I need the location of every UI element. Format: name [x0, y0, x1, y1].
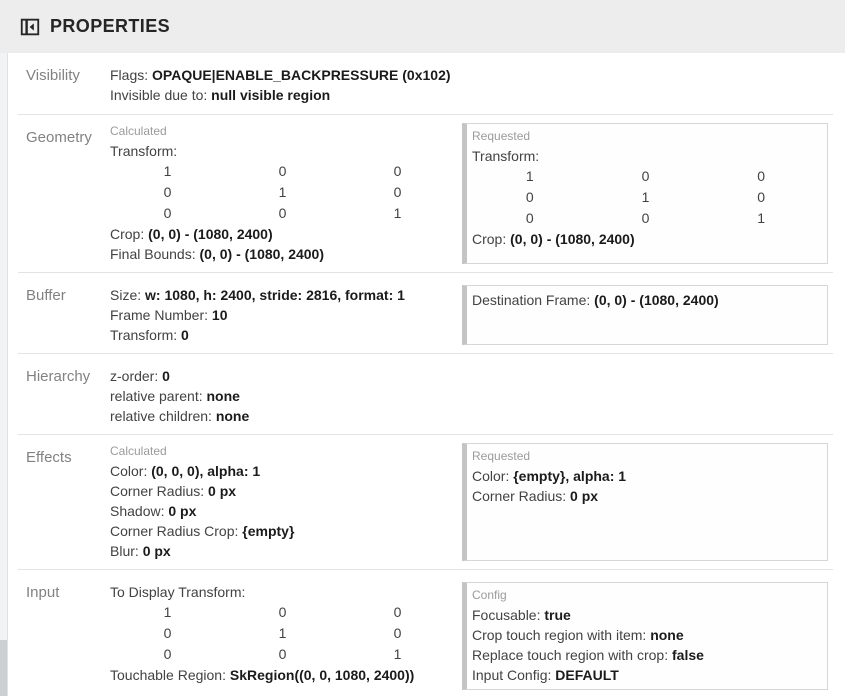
property-label: Replace touch region with crop:: [472, 647, 672, 663]
section-hierarchy: [18, 354, 833, 435]
property-label: Crop:: [472, 231, 511, 247]
matrix-cell: 1: [163, 163, 172, 179]
property-label: Corner Radius:: [472, 488, 571, 504]
property-label: Color:: [110, 463, 152, 479]
matrix-cell: 1: [641, 189, 650, 205]
property-row: [472, 229, 819, 249]
property-value: (0, 0) - (1080, 2400): [148, 226, 273, 242]
scrollbar-thumb[interactable]: [0, 640, 7, 696]
matrix-cell: 1: [393, 205, 402, 221]
property-value: (0, 0) - (1080, 2400): [199, 246, 325, 262]
matrix-cell: 0: [278, 604, 287, 620]
group-label-calculated: Calculated: [110, 444, 167, 458]
effects-calculated-group: [110, 443, 455, 561]
group-label-config: Config: [472, 588, 507, 602]
property-row: [110, 305, 455, 325]
property-value: {empty}: [242, 523, 295, 539]
property-value: OPAQUE|ENABLE_BACKPRESSURE (0x102): [152, 67, 451, 83]
property-row: [110, 665, 455, 685]
property-value: none: [650, 627, 684, 643]
matrix-row: [110, 602, 455, 623]
matrix-cell: 0: [393, 184, 402, 200]
property-value: 0 px: [168, 503, 197, 519]
properties-header: [0, 0, 845, 53]
matrix-cell: 0: [278, 163, 287, 179]
property-row: [110, 244, 455, 264]
transform-label: Transform:: [110, 143, 178, 159]
matrix-row: [472, 208, 819, 229]
geometry-requested-box: [462, 123, 828, 264]
matrix-cell: 1: [278, 184, 287, 200]
transform-matrix: [110, 602, 455, 665]
matrix-cell: 0: [393, 163, 402, 179]
property-value: 0: [162, 368, 170, 384]
property-value: w: 1080, h: 2400, stride: 2816, format: 1: [145, 287, 405, 303]
property-value: (0, 0) - (1080, 2400): [510, 231, 635, 247]
matrix-cell: 0: [278, 205, 287, 221]
property-label: Invisible due to:: [110, 87, 212, 103]
collapse-panel-button[interactable]: [18, 15, 42, 39]
property-row: [472, 466, 819, 486]
section-buffer: [18, 273, 833, 354]
property-label: z-order:: [110, 368, 163, 384]
property-row: [110, 85, 833, 105]
property-label: Destination Frame:: [472, 292, 595, 308]
property-row: [110, 224, 455, 244]
input-calculated-group: [110, 582, 455, 690]
property-row: [472, 645, 819, 665]
matrix-row: [472, 166, 819, 187]
matrix-cell: 0: [163, 184, 172, 200]
property-label: Transform:: [110, 327, 182, 343]
matrix-cell: 0: [641, 210, 650, 226]
property-value: true: [544, 607, 571, 623]
property-label: Color:: [472, 468, 514, 484]
property-value: 0 px: [570, 488, 599, 504]
matrix-cell: 1: [393, 646, 402, 662]
property-row: [110, 521, 455, 541]
section-label-input: Input: [26, 584, 60, 601]
property-row: [110, 461, 455, 481]
matrix-row: [110, 623, 455, 644]
property-label: Frame Number:: [110, 307, 212, 323]
matrix-cell: 1: [525, 168, 534, 184]
property-value: 0 px: [208, 483, 237, 499]
section-label-visibility: Visibility: [26, 67, 80, 84]
property-label: Flags:: [110, 67, 153, 83]
matrix-cell: 1: [163, 604, 172, 620]
property-row: [472, 486, 819, 506]
matrix-cell: 0: [757, 168, 766, 184]
matrix-row: [110, 203, 455, 224]
property-value: 10: [211, 307, 228, 323]
matrix-row: [472, 187, 819, 208]
property-value: none: [206, 388, 240, 404]
matrix-cell: 0: [393, 625, 402, 641]
matrix-cell: 0: [757, 189, 766, 205]
property-label: Shadow:: [110, 503, 169, 519]
property-value: DEFAULT: [555, 667, 619, 683]
property-value: none: [215, 408, 250, 424]
group-label-requested: Requested: [472, 129, 531, 143]
visibility-properties: [110, 65, 833, 105]
matrix-cell: 1: [757, 210, 766, 226]
properties-content: [8, 53, 845, 696]
property-label: Size:: [110, 287, 146, 303]
property-row: [472, 665, 819, 685]
matrix-cell: 1: [278, 625, 287, 641]
transform-matrix: [110, 161, 455, 224]
section-label-geometry: Geometry: [26, 129, 92, 146]
matrix-cell: 0: [641, 168, 650, 184]
matrix-row: [110, 161, 455, 182]
section-input: [18, 570, 833, 696]
buffer-properties: [110, 285, 455, 345]
group-label-requested: Requested: [472, 449, 531, 463]
to-display-transform-label: To Display Transform:: [110, 584, 246, 600]
property-label: Blur:: [110, 543, 143, 559]
property-row: [110, 481, 455, 501]
property-value: 0: [181, 327, 189, 343]
transform-label: Transform:: [472, 148, 540, 164]
section-visibility: [18, 53, 833, 115]
property-row: [110, 65, 833, 85]
matrix-cell: 0: [393, 604, 402, 620]
matrix-row: [110, 182, 455, 203]
section-label-effects: Effects: [26, 449, 72, 466]
section-effects: [18, 435, 833, 570]
property-label: relative parent:: [110, 388, 207, 404]
property-value: {empty}, alpha: 1: [513, 468, 627, 484]
matrix-cell: 0: [163, 205, 172, 221]
property-value: (0, 0) - (1080, 2400): [594, 292, 719, 308]
page-title: PROPERTIES: [50, 16, 171, 36]
property-label: Crop touch region with item:: [472, 627, 651, 643]
property-row: [110, 386, 833, 406]
matrix-cell: 0: [525, 210, 534, 226]
property-row: [472, 290, 819, 310]
property-row: [110, 541, 455, 561]
property-row: [472, 625, 819, 645]
property-label: Crop:: [110, 226, 149, 242]
property-row: [110, 501, 455, 521]
input-config-box: [462, 582, 828, 690]
matrix-cell: 0: [163, 646, 172, 662]
property-value: 0 px: [142, 543, 171, 559]
property-value: SkRegion((0, 0, 1080, 2400)): [229, 667, 415, 683]
group-label-calculated: Calculated: [110, 124, 167, 138]
property-row: [110, 285, 455, 305]
effects-requested-box: [462, 443, 828, 561]
matrix-cell: 0: [525, 189, 534, 205]
property-row: [472, 605, 819, 625]
property-label: Corner Radius:: [110, 483, 209, 499]
property-label: Final Bounds:: [110, 246, 200, 262]
hierarchy-properties: [110, 366, 833, 426]
property-label: Touchable Region:: [110, 667, 230, 683]
property-label: Corner Radius Crop:: [110, 523, 243, 539]
matrix-row: [110, 644, 455, 665]
property-row: [110, 366, 833, 386]
section-label-hierarchy: Hierarchy: [26, 368, 91, 385]
property-value: (0, 0, 0), alpha: 1: [151, 463, 261, 479]
matrix-cell: 0: [278, 646, 287, 662]
panel-split-icon: [19, 16, 41, 38]
section-label-buffer: Buffer: [26, 287, 66, 304]
property-row: [110, 406, 833, 426]
property-row: [110, 325, 455, 345]
property-label: Focusable:: [472, 607, 545, 623]
property-value: null visible region: [211, 87, 331, 103]
matrix-cell: 0: [163, 625, 172, 641]
adjacent-panel-scrollbar: [0, 53, 8, 696]
property-label: relative children:: [110, 408, 216, 424]
property-value: false: [672, 647, 704, 663]
geometry-calculated-group: [110, 123, 455, 264]
buffer-requested-box: [462, 285, 828, 345]
section-geometry: [18, 115, 833, 273]
transform-matrix: [472, 166, 819, 229]
property-label: Input Config:: [472, 667, 556, 683]
